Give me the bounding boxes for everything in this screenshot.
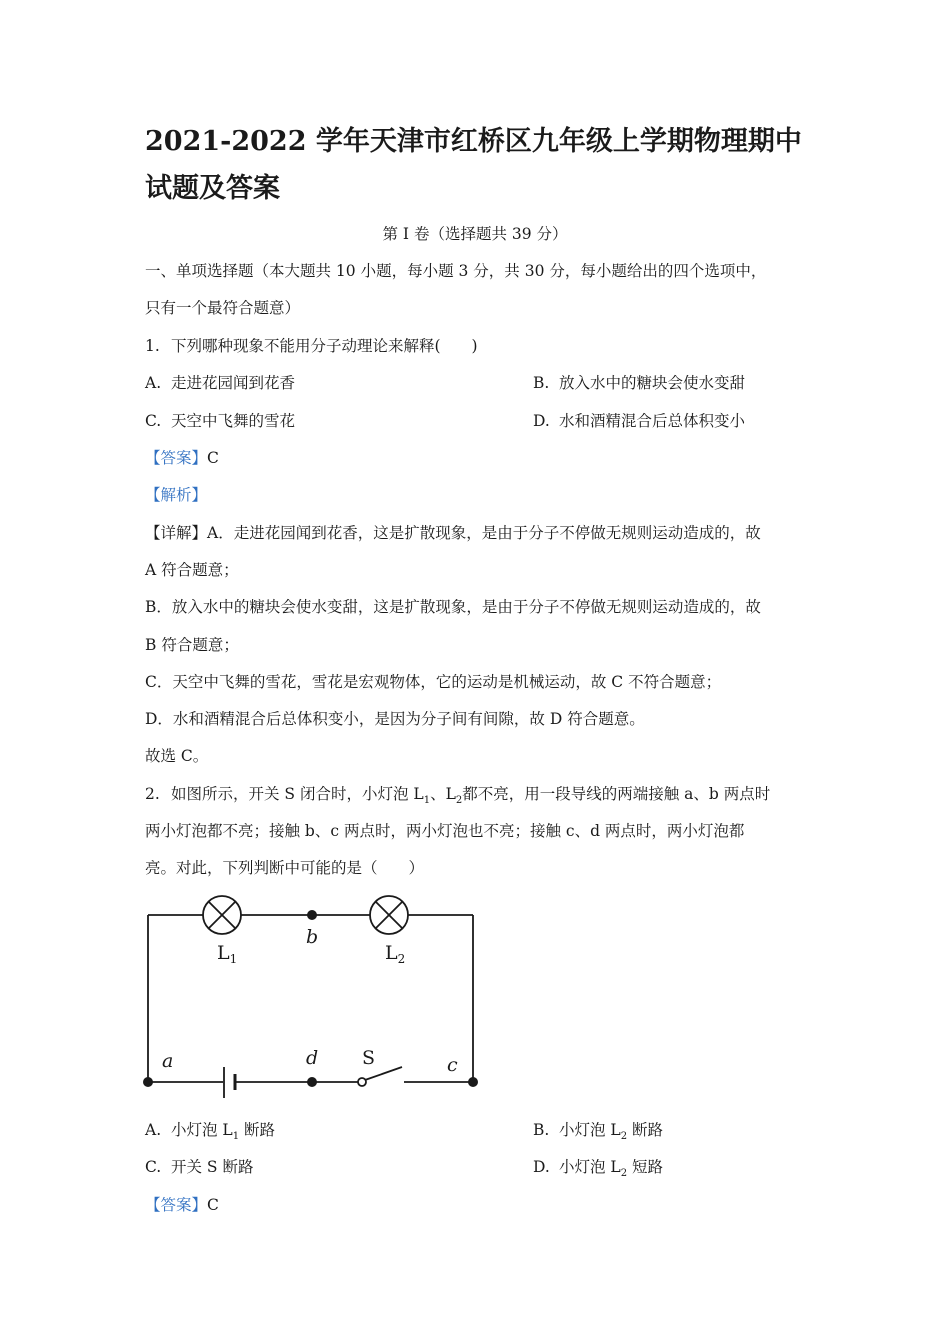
question-2-answer	[145, 1195, 219, 1215]
option-label: C.	[145, 412, 162, 430]
question-1-option-b	[533, 373, 745, 393]
switch-label: S	[362, 1047, 376, 1069]
circuit-diagram	[140, 895, 490, 1105]
option-text: 水和酒精混合后总体积变小	[559, 412, 746, 430]
node-d-dot	[307, 1077, 317, 1087]
subscript: 1	[423, 795, 431, 807]
option-text: 断路	[627, 1121, 664, 1139]
option-label: D.	[533, 412, 550, 430]
question-1-detail-line-6: D．水和酒精混合后总体积变小，是因为分子间有间隙，故 D 符合题意。	[145, 710, 645, 728]
question-1-detail-line-5: C．天空中飞舞的雪花，雪花是宏观物体，它的运动是机械运动，故 C 不符合题意；	[145, 673, 722, 691]
question-2-number: 2.	[145, 785, 160, 803]
option-text: 小灯泡 L	[559, 1121, 621, 1139]
section-header: 第 I 卷（选择题共 39 分）	[382, 225, 568, 243]
subscript: 1	[232, 1131, 240, 1143]
detail-text: A．走进花园闻到花香，这是扩散现象，是由于分子不停做无规则运动造成的，故	[207, 524, 761, 542]
option-label: C.	[145, 1158, 162, 1176]
option-text: 天空中飞舞的雪花	[171, 412, 296, 430]
node-c-label: c	[447, 1054, 458, 1076]
node-b-label: b	[306, 926, 319, 948]
node-a-dot	[143, 1077, 153, 1087]
answer-value: C	[207, 449, 219, 467]
option-label: B.	[533, 1121, 550, 1139]
question-1-detail-line-4: B 符合题意；	[145, 636, 239, 654]
question-1-detail-line-3: B．放入水中的糖块会使水变甜，这是扩散现象，是由于分子不停做无规则运动造成的，故	[145, 598, 761, 616]
question-1-number: 1.	[145, 337, 160, 355]
question-1-analysis-tag	[145, 485, 207, 505]
part-one-instructions-line1: 一、单项选择题（本大题共 10 小题，每小题 3 分，共 30 分，每小题给出的四个选项中，	[145, 262, 767, 280]
option-text: 开关 S 断路	[171, 1158, 254, 1176]
option-text: 短路	[627, 1158, 664, 1176]
analysis-tag: 【解析】	[145, 486, 208, 504]
answer-tag: 【答案】	[145, 449, 208, 467]
question-1-stem	[145, 336, 478, 356]
option-label: A.	[145, 374, 162, 392]
question-2-option-b	[533, 1120, 664, 1143]
answer-tag: 【答案】	[145, 1196, 208, 1214]
question-1-conclusion: 故选 C。	[145, 747, 209, 765]
option-text: 小灯泡 L	[171, 1121, 233, 1139]
option-label: B.	[533, 374, 550, 392]
subscript: 2	[620, 1131, 628, 1143]
lamp-l2-label: $L_2$	[385, 942, 406, 966]
question-2-option-d	[533, 1157, 664, 1180]
part-one-instructions-line2: 只有一个最符合题意）	[145, 299, 301, 317]
node-a-label: a	[162, 1050, 174, 1072]
node-d-label: d	[306, 1047, 319, 1069]
question-2-option-c	[145, 1157, 253, 1177]
detail-tag: 【详解】	[145, 524, 208, 542]
question-1-option-d	[533, 411, 745, 431]
answer-value: C	[207, 1196, 219, 1214]
option-text: 放入水中的糖块会使水变甜	[559, 374, 746, 392]
question-1-text: 下列哪种现象不能用分子动理论来解释( )	[171, 337, 478, 355]
question-2-stem-line3: 亮。对此，下列判断中可能的是（ ）	[145, 859, 425, 877]
subscript: 2	[620, 1168, 628, 1180]
question-1-option-c	[145, 411, 295, 431]
option-text: 断路	[239, 1121, 276, 1139]
stem-text: 、L	[430, 785, 456, 803]
node-b-dot	[307, 910, 317, 920]
question-2-option-a	[145, 1120, 276, 1143]
subscript: 2	[455, 795, 463, 807]
question-1-option-a	[145, 373, 295, 393]
question-1-answer	[145, 448, 219, 468]
option-text: 走进花园闻到花香	[171, 374, 296, 392]
stem-text: 都不亮，用一段导线的两端接触 a、b 两点时	[462, 785, 771, 803]
question-2-stem-line1	[145, 784, 771, 807]
question-1-detail-line-2: A 符合题意；	[145, 561, 239, 579]
question-2-stem-line2: 两小灯泡都不亮；接触 b、c 两点时，两小灯泡也不亮；接触 c、d 两点时，两小灯泡都	[145, 822, 745, 840]
question-1-detail-line-1	[145, 523, 761, 543]
option-label: A.	[145, 1121, 162, 1139]
lamp-l1-label: $L_1$	[217, 942, 238, 966]
node-c-dot	[468, 1077, 478, 1087]
option-text: 小灯泡 L	[559, 1158, 621, 1176]
option-label: D.	[533, 1158, 550, 1176]
stem-text: 如图所示，开关 S 闭合时，小灯泡 L	[171, 785, 424, 803]
document-title: 2021-2022 学年天津市红桥区九年级上学期物理期中试题及答案	[145, 126, 802, 204]
